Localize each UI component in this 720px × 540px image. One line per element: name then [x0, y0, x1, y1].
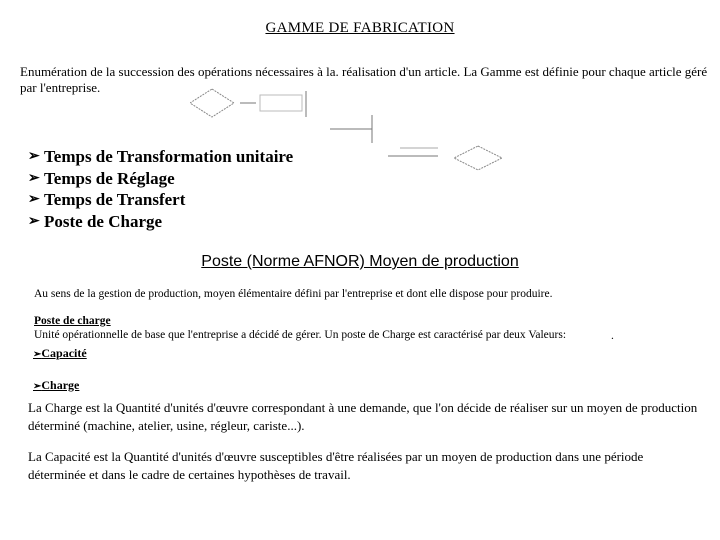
arrow-bullet-icon: ➢ [28, 192, 40, 207]
decision-diamond [454, 146, 502, 170]
arrow-bullet-icon: ➢ [33, 381, 42, 392]
bullet-text: Temps de Réglage [44, 168, 175, 188]
section-heading: Poste (Norme AFNOR) Moyen de production [201, 253, 519, 270]
arrow-bullet-icon: ➢ [28, 170, 40, 186]
arrow-bullet-icon: ➢ [28, 213, 40, 229]
bullet-item [28, 168, 293, 190]
poste-charge-text: Unité opérationnelle de base que l'entreprise a décidé de gérer. Un poste de Charge est caractérisé par deux Valeurs: [34, 329, 567, 341]
intro-paragraph: Enumération de la succession des opérations nécessaires à la. réalisation d'un article. La Gamme est définie pour chaque article géré par l'entreprise. [20, 64, 708, 95]
flow-diagram-2 [380, 140, 520, 180]
charge-item [33, 378, 79, 393]
bullet-list [28, 146, 293, 232]
charge-definition: La Charge est la Quantité d'unités d'œuvre correspondant à une demande, que l'on décide de réaliser sur un moyen de production déterminé (machine, atelier, usine, régleur, cariste...). [28, 400, 698, 433]
capacite-item [33, 346, 87, 361]
bullet-item [28, 146, 293, 168]
page-title: GAMME DE FABRICATION [265, 20, 455, 36]
bullet-text: Temps de Transfert [44, 190, 186, 209]
bullet-item [28, 189, 293, 211]
capacite-label: Capacité [41, 346, 87, 360]
arrow-bullet-icon: ➢ [33, 349, 42, 360]
capacite-definition: La Capacité est la Quantité d'unités d'œuvre susceptibles d'être réalisées par un moyen de production dans une période déterminée et dans le cadre de certaines hypothèses de travail. [28, 449, 644, 482]
decision-diamond [190, 89, 234, 117]
poste-charge-label: Poste de charge [34, 315, 111, 327]
sens-text: Au sens de la gestion de production, moyen élémentaire défini par l'entreprise et dont elle dispose pour produire. [34, 288, 553, 300]
process-box [260, 95, 302, 111]
bullet-text: Poste de Charge [44, 211, 163, 231]
bullet-text: Temps de Transformation unitaire [44, 147, 294, 166]
charge-label: Charge [41, 378, 80, 392]
flow-diagram [190, 85, 390, 145]
stray-dot: . [611, 330, 614, 342]
bullet-item [28, 211, 293, 233]
arrow-bullet-icon: ➢ [28, 149, 40, 164]
